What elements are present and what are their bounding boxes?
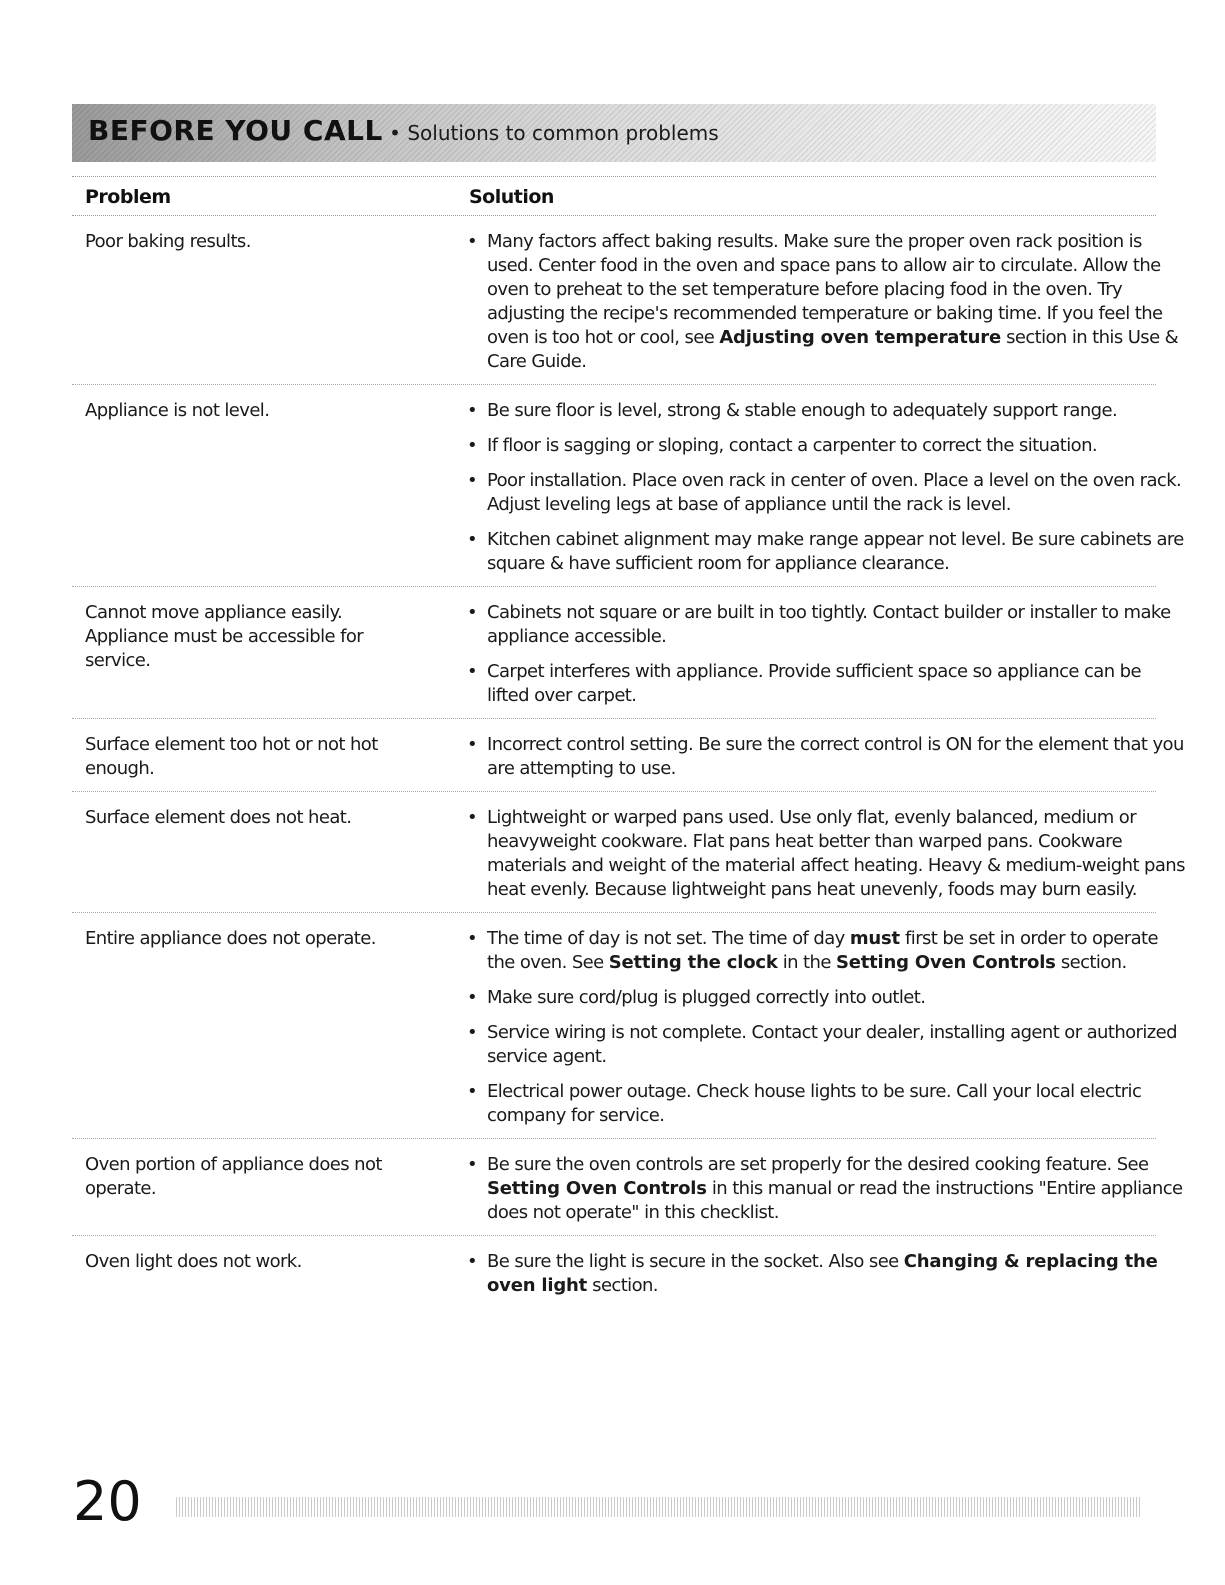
solution-text: Be sure the oven controls are set properly for the desired cooking feature. See — [487, 1154, 1149, 1175]
problem-cell: Cannot move appliance easily. Appliance must be accessible for service. — [85, 602, 364, 671]
bold-reference-text: must — [849, 928, 900, 949]
bullet-icon: • — [466, 1251, 478, 1272]
bullet-icon: • — [466, 1022, 478, 1043]
bullet-icon: • — [466, 807, 478, 828]
solution-bullet — [465, 399, 1185, 423]
solution-bullet — [465, 528, 1185, 576]
solution-bullet — [465, 986, 1185, 1010]
solution-cell — [465, 806, 1185, 902]
solution-text: If floor is sagging or sloping, contact a carpenter to correct the situation. — [487, 435, 1098, 456]
solution-text: Lightweight or warped pans used. Use only flat, evenly balanced, medium or heavyweight cookware. Flat pans heat better than warped pans. Cookware materials and weight of the material affect heating. Heavy & medium-weight pans heat evenly. Because lightweight pans heat unevenly, foods may burn easily. — [487, 807, 1185, 900]
table-top-rule — [72, 176, 1156, 177]
solution-text: Make sure cord/plug is plugged correctly into outlet. — [487, 987, 926, 1008]
solution-bullet — [465, 1153, 1185, 1225]
solution-cell — [465, 601, 1185, 708]
bullet-icon: • — [466, 661, 478, 682]
table-row — [72, 792, 1185, 913]
solution-text: first be set in order to operate the oven. See — [487, 928, 1158, 973]
solution-text: Poor installation. Place oven rack in center of oven. Place a level on the oven rack. Adjust leveling legs at base of appliance until the rack is level. — [487, 470, 1182, 515]
solution-text: Be sure floor is level, strong & stable enough to adequately support range. — [487, 400, 1118, 421]
problem-cell: Appliance is not level. — [85, 400, 270, 421]
solution-cell — [465, 1250, 1185, 1298]
solution-cell — [465, 733, 1185, 781]
section-title-text: BEFORE YOU CALL — [88, 114, 383, 147]
solution-cell — [465, 399, 1185, 576]
solution-text: Cabinets not square or are built in too tightly. Contact builder or installer to make appliance accessible. — [487, 602, 1171, 647]
bold-reference-text: Setting the clock — [608, 952, 778, 973]
bold-reference-text: Adjusting oven temperature — [719, 327, 1001, 348]
bold-reference-text: Changing & replacing the oven light — [487, 1251, 1158, 1296]
solution-text: section. — [587, 1275, 658, 1296]
problem-cell: Oven light does not work. — [85, 1251, 302, 1272]
solution-text: in this manual or read the instructions "Entire appliance does not operate" in this checklist. — [487, 1178, 1183, 1223]
bullet-icon: • — [466, 470, 478, 491]
bullet-icon: • — [466, 400, 478, 421]
solution-column-header: Solution — [469, 186, 554, 208]
solution-text: section. — [1055, 952, 1127, 973]
solution-text: in the — [777, 952, 836, 973]
bullet-icon: • — [466, 1154, 478, 1175]
section-header-bar — [72, 104, 1156, 162]
table-row — [72, 216, 1179, 385]
solution-bullet — [465, 434, 1185, 458]
bullet-icon: • — [466, 435, 478, 456]
solution-text: Many factors affect baking results. Make sure the proper oven rack position is used. Center food in the oven and space pans to allow air to circulate. Allow the oven to preheat to the set temperature before placing food in the oven. Try adjusting the recipe's recommended temperature or baking time. If you feel the oven is too hot or cool, see — [487, 231, 1163, 348]
solution-bullet — [465, 806, 1185, 902]
table-row — [72, 1139, 1183, 1236]
problem-column-header: Problem — [85, 186, 171, 208]
bullet-icon: • — [466, 1081, 478, 1102]
solution-text: Electrical power outage. Check house lights to be sure. Call your local electric company for service. — [487, 1081, 1142, 1126]
bullet-icon: • — [466, 602, 478, 623]
solution-cell — [465, 1153, 1185, 1225]
section-subtitle: Solutions to common problems — [407, 121, 719, 145]
table-row — [72, 1236, 1156, 1308]
problem-cell: Surface element too hot or not hot enough. — [85, 734, 378, 779]
solution-cell — [465, 230, 1185, 374]
solution-text: The time of day is not set. The time of day — [487, 928, 850, 949]
page-number: 20 — [73, 1470, 142, 1533]
bullet-icon: • — [466, 734, 478, 755]
solution-text: Kitchen cabinet alignment may make range appear not level. Be sure cabinets are square & have sufficient room for appliance clearance. — [487, 529, 1184, 574]
table-row — [72, 719, 1184, 792]
solution-bullet — [465, 230, 1185, 374]
problem-cell: Entire appliance does not operate. — [85, 928, 376, 949]
bullet-icon: • — [466, 231, 478, 252]
solution-text: Be sure the light is secure in the socket. Also see — [487, 1251, 904, 1272]
solution-bullet — [465, 733, 1185, 781]
bold-reference-text: Setting Oven Controls — [487, 1178, 707, 1199]
footer-decorative-bar — [176, 1497, 1142, 1517]
solution-bullet — [465, 1021, 1185, 1069]
section-separator: • — [382, 121, 408, 145]
problem-cell: Oven portion of appliance does not operate. — [85, 1154, 382, 1199]
problem-cell: Surface element does not heat. — [85, 807, 352, 828]
solution-text: Service wiring is not complete. Contact your dealer, installing agent or authorized service agent. — [487, 1022, 1177, 1067]
bold-reference-text: Setting Oven Controls — [835, 952, 1056, 973]
solution-text: section in this Use & Care Guide. — [487, 327, 1179, 372]
table-row — [72, 587, 1171, 719]
solution-text: Carpet interferes with appliance. Provide sufficient space so appliance can be lifted over carpet. — [487, 661, 1141, 706]
bullet-icon: • — [466, 987, 478, 1008]
problem-cell: Poor baking results. — [85, 231, 251, 252]
solution-text: Incorrect control setting. Be sure the correct control is ON for the element that you are attempting to use. — [487, 734, 1184, 779]
solution-bullet — [465, 927, 1185, 975]
solution-bullet — [465, 1080, 1185, 1128]
troubleshooting-table — [72, 216, 1185, 1308]
bullet-icon: • — [466, 928, 478, 949]
solution-cell — [465, 927, 1185, 1128]
section-title — [88, 114, 719, 147]
bullet-icon: • — [466, 529, 478, 550]
table-row — [72, 385, 1184, 587]
solution-bullet — [465, 660, 1185, 708]
solution-bullet — [465, 469, 1185, 517]
table-row — [72, 913, 1177, 1139]
solution-bullet — [465, 1250, 1185, 1298]
solution-bullet — [465, 601, 1185, 649]
